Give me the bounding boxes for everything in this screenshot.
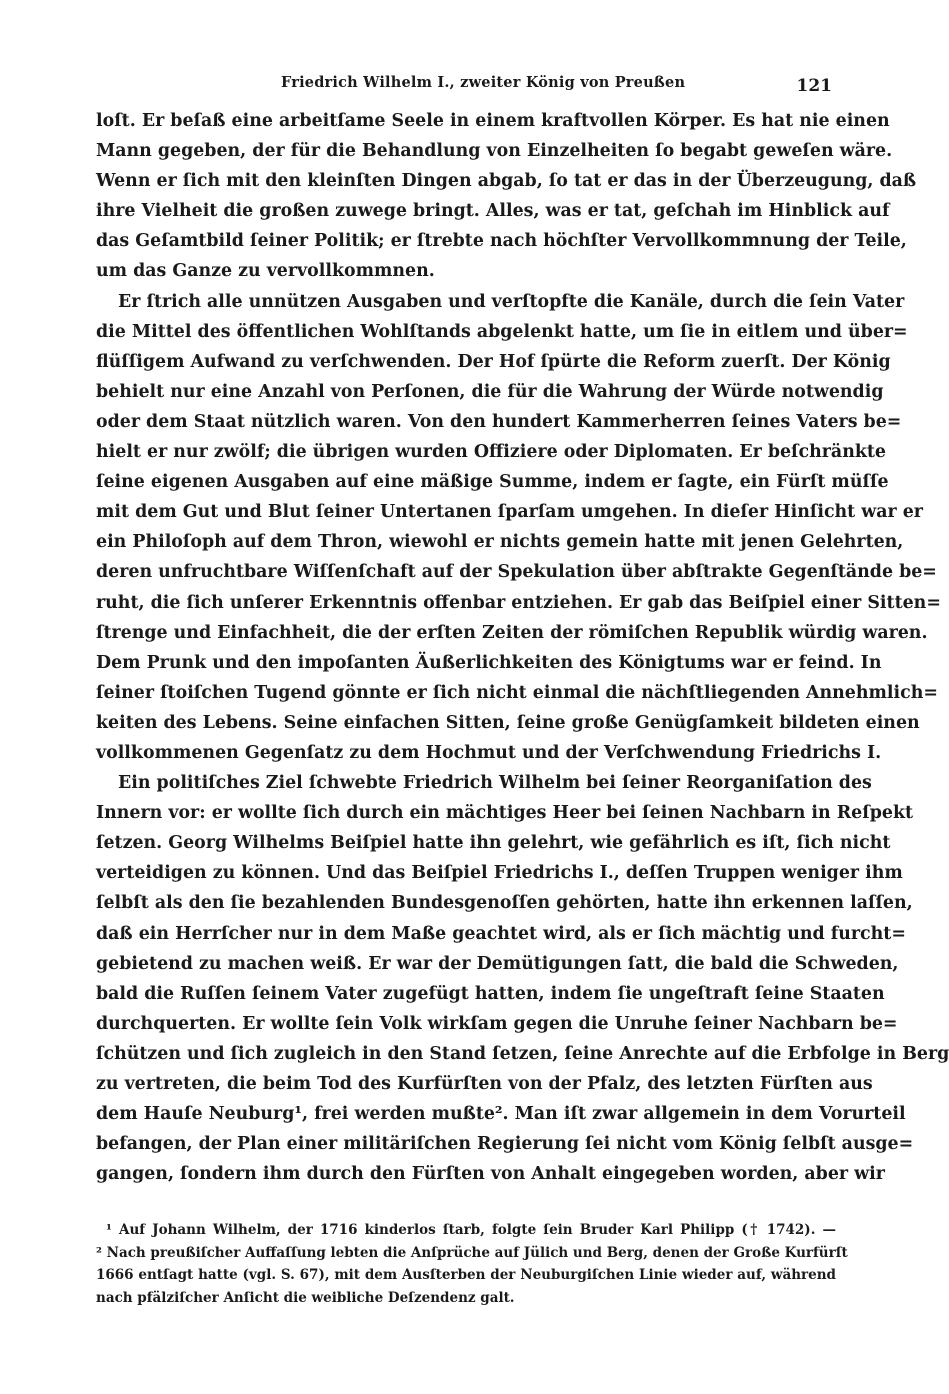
text-line: Innern vor: er wollte ſich durch ein mächtiges Heer bei ſeinen Nachbarn in Reſpekt [96,803,914,824]
text-line: flüſſigem Aufwand zu verſchwenden. Der Hof ſpürte die Reform zuerſt. Der König [96,351,891,372]
text-line: dem Hauſe Neuburg¹, frei werden mußte². Man iſt zwar allgemein in dem Vorurteil [96,1104,906,1125]
text-line: keiten des Lebens. Seine einfachen Sitten, ſeine große Genügſamkeit bildeten einen [96,712,920,733]
text-line: hielt er nur zwölf; die übrigen wurden Offiziere oder Diplomaten. Er beſchränkte [96,442,886,463]
text-line: daß ein Herrſcher nur in dem Maße geachtet wird, als er ſich mächtig und furcht= [96,923,906,944]
text-line: gangen, ſondern ihm durch den Fürſten von Anhalt eingegeben worden, aber wir [96,1164,885,1185]
text-line: ſchützen und ſich zugleich in den Stand ſetzen, ſeine Anrechte auf die Erbfolge in Berg [96,1043,949,1064]
text-line: die Mittel des öffentlichen Wohlſtands abgelenkt hatte, um ſie in eitlem und über= [96,321,908,342]
text-line: befangen, der Plan einer militäriſchen Regierung ſei nicht vom König ſelbſt ausge= [96,1134,914,1155]
text-line: bald die Ruſſen ſeinem Vater zugefügt hatten, indem ſie ungeſtraft ſeine Staaten [96,983,885,1004]
text-line: Ein politiſches Ziel ſchwebte Friedrich Wilhelm bei ſeiner Reorganiſation des [118,773,872,794]
page-number: 121 [796,76,832,96]
text-line: ſeiner ſtoiſchen Tugend gönnte er ſich nicht einmal die nächſtliegenden Annehmlich= [96,682,938,703]
text-line: ruht, die ſich unſerer Erkenntnis offenbar entziehen. Er gab das Beiſpiel einer Sitten= [96,592,941,613]
text-line: um das Ganze zu vervollkommnen. [96,261,435,282]
text-line: behielt nur eine Anzahl von Perſonen, die für die Wahrung der Würde notwendig [96,381,884,402]
text-line: mit dem Gut und Blut ſeiner Untertanen ſparſam umgehen. In dieſer Hinſicht war er [96,502,923,523]
text-line: ſeine eigenen Ausgaben auf eine mäßige Summe, indem er ſagte, ein Fürſt müſſe [96,472,889,493]
footnotes [96,1219,848,1309]
text-line: zu vertreten, die beim Tod des Kurfürſten von der Pfalz, des letzten Fürſten aus [96,1074,873,1094]
text-line: oder dem Staat nützlich waren. Von den hundert Kammerherren ſeines Vaters be= [96,411,902,432]
text-line: ihre Vielheit die großen zuwege bringt. Alles, was er tat, geſchah im Hinblick auf [96,201,890,222]
text-line: Wenn er ſich mit den kleinſten Dingen abgab, ſo tat er das in der Überzeugung, daß [96,171,917,192]
running-title: Friedrich Wilhelm I., zweiter König von Preußen [281,74,686,91]
text-line: vollkommenen Gegenſatz zu dem Hochmut und der Verſchwendung Friedrichs I. [96,742,882,763]
footnote-line: nach pfälziſcher Anſicht die weibliche Deſzendenz galt. [96,1289,515,1306]
text-line: deren unfruchtbare Wiſſenſchaft auf der Spekulation über abſtrakte Gegenſtände be= [96,562,937,583]
document-page [96,66,949,1309]
footnote-line: 1666 entſagt hatte (vgl. S. 67), mit dem Ausſterben der Neuburgiſchen Linie wieder auf, während [96,1267,836,1284]
footnote-line: ¹ Auf Johann Wilhelm, der 1716 kinderlos ſtarb, folgte ſein Bruder Karl Philipp († 1742). — [106,1222,836,1239]
text-line: Er ſtrich alle unnützen Ausgaben und verſtopfte die Kanäle, durch die ſein Vater [118,291,905,312]
text-line: loſt. Er beſaß eine arbeitſame Seele in einem kraftvollen Körper. Es hat nie einen [96,111,890,131]
text-line: Mann gegeben, der für die Behandlung von Einzelheiten ſo begabt geweſen wäre. [96,141,893,162]
text-line: Dem Prunk und den impoſanten Äußerlichkeiten des Königtums war er feind. In [96,652,882,673]
running-head [96,66,836,102]
body-text [96,106,949,1189]
text-line: durchquerten. Er wollte ſein Volk wirkſam gegen die Unruhe ſeiner Nachbarn be= [96,1013,898,1034]
text-line: ſtrenge und Einfachheit, die der erſten Zeiten der römiſchen Republik würdig waren. [96,622,928,643]
text-line: das Geſamtbild ſeiner Politik; er ſtrebte nach höchſter Vervollkommnung der Teile, [96,231,907,252]
text-line: ſelbſt als den ſie bezahlenden Bundesgenoſſen gehörten, hatte ihn erkennen laſſen, [96,893,913,914]
text-line: ſetzen. Georg Wilhelms Beiſpiel hatte ihn gelehrt, wie gefährlich es iſt, ſich nicht [96,833,891,854]
footnote-line: ² Nach preußiſcher Auffaſſung lebten die Anſprüche auf Jülich und Berg, denen der Große Kurfürſt [96,1244,848,1261]
text-line: ein Philoſoph auf dem Thron, wiewohl er nichts gemein hatte mit jenen Gelehrten, [96,532,904,553]
text-line: gebietend zu machen weiß. Er war der Demütigungen ſatt, die bald die Schweden, [96,953,899,974]
text-line: verteidigen zu können. Und das Beiſpiel Friedrichs I., deſſen Truppen weniger ihm [96,863,903,884]
